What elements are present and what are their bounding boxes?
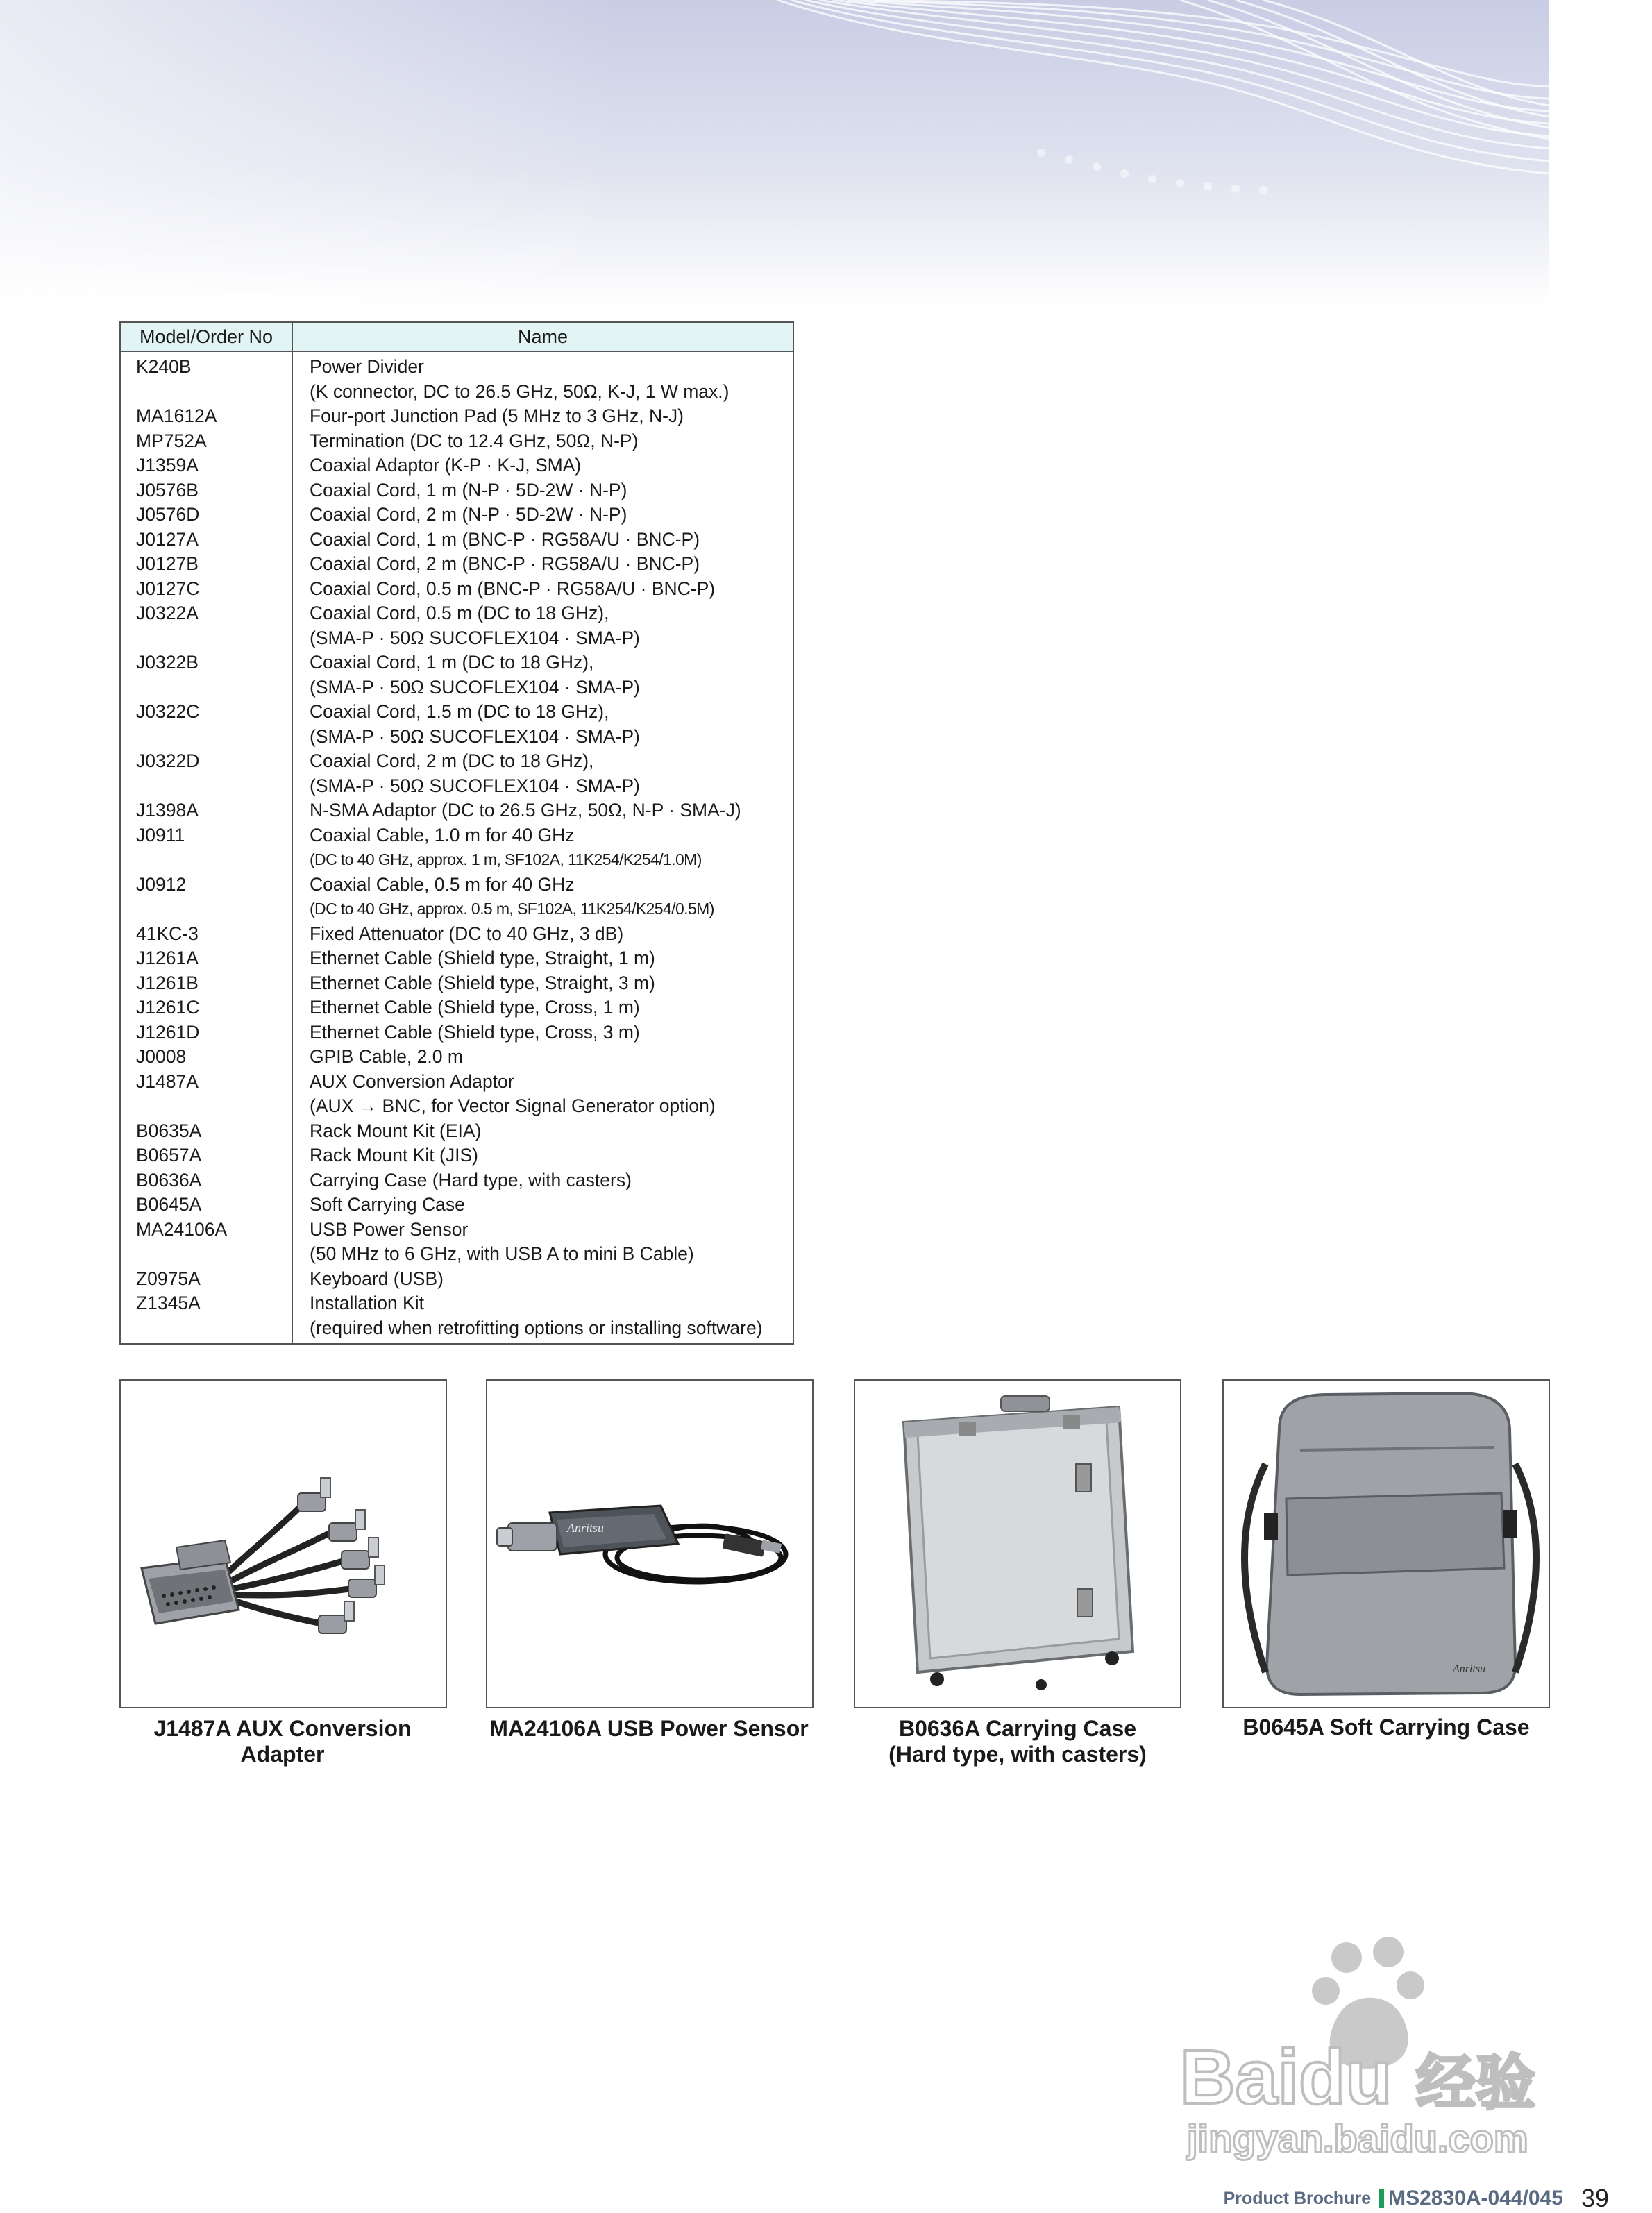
- model-cell: J0008: [120, 1045, 292, 1070]
- footer-label: Product Brochure: [1223, 2188, 1372, 2208]
- name-note: (DC to 40 GHz, approx. 1 m, SF102A, 11K254/K254/1.0M): [310, 850, 702, 868]
- watermark-url: jingyan.baidu.com: [1187, 2117, 1528, 2160]
- model-cell: J0322D: [120, 749, 292, 798]
- name-line: Coaxial Cord, 2 m (N-P · 5D-2W · N-P): [310, 504, 627, 525]
- name-line: N-SMA Adaptor (DC to 26.5 GHz, 50Ω, N-P · SMA-J): [310, 800, 741, 821]
- name-line: (K connector, DC to 26.5 GHz, 50Ω, K-J, 1 W max.): [310, 380, 730, 402]
- sensor-brand-label: Anritsu: [567, 1521, 605, 1535]
- table-row: [120, 1218, 793, 1267]
- table-row: [120, 873, 793, 922]
- photo-usb-power-sensor: [486, 1379, 814, 1708]
- model-cell: J0576D: [120, 503, 292, 528]
- table-row: [120, 1119, 793, 1144]
- name-line: (AUX → BNC, for Vector Signal Generator option): [310, 1095, 716, 1116]
- table-row: [120, 995, 793, 1020]
- model-cell: J0912: [120, 873, 292, 922]
- name-line: Coaxial Cord, 1 m (N-P · 5D-2W · N-P): [310, 479, 627, 500]
- photo-aux-conversion-adapter: [119, 1379, 447, 1708]
- model-cell: J0911: [120, 823, 292, 873]
- name-line: (SMA-P · 50Ω SUCOFLEX104 · SMA-P): [310, 627, 640, 648]
- table-row: [120, 429, 793, 454]
- photo-caption-usb-sensor: MA24106A USB Power Sensor: [489, 1716, 809, 1741]
- name-line: Installation Kit: [310, 1293, 424, 1313]
- table-row: [120, 351, 793, 404]
- model-cell: 41KC-3: [120, 922, 292, 947]
- table-row: [120, 601, 793, 650]
- photo-caption-soft-case: B0645A Soft Carrying Case: [1242, 1715, 1530, 1740]
- name-cell: [292, 798, 793, 823]
- name-line: Keyboard (USB): [310, 1268, 444, 1289]
- name-cell: [292, 577, 793, 602]
- name-cell: [292, 971, 793, 996]
- table-row: [120, 577, 793, 602]
- name-line: Coaxial Cable, 1.0 m for 40 GHz: [310, 824, 575, 845]
- table-row: [120, 946, 793, 971]
- header-banner: [0, 0, 1549, 305]
- footer-model: MS2830A-044/045: [1388, 2187, 1563, 2210]
- table-row: [120, 1168, 793, 1193]
- name-line: Ethernet Cable (Shield type, Straight, 3 m): [310, 972, 655, 993]
- name-line: Coaxial Adaptor (K-P · K-J, SMA): [310, 455, 582, 476]
- name-line: Ethernet Cable (Shield type, Straight, 1 m): [310, 948, 655, 968]
- name-line: Fixed Attenuator (DC to 40 GHz, 3 dB): [310, 923, 624, 944]
- name-cell: [292, 1168, 793, 1193]
- name-cell: [292, 453, 793, 478]
- name-line: Rack Mount Kit (JIS): [310, 1145, 478, 1166]
- model-cell: J0322B: [120, 650, 292, 700]
- name-cell: [292, 1119, 793, 1144]
- model-cell: J0322A: [120, 601, 292, 650]
- name-cell: [292, 601, 793, 650]
- name-line: Ethernet Cable (Shield type, Cross, 3 m): [310, 1021, 640, 1043]
- name-cell: [292, 528, 793, 553]
- table-row: [120, 1291, 793, 1344]
- page-number: 39: [1581, 2184, 1609, 2212]
- model-cell: J1261A: [120, 946, 292, 971]
- name-line: Termination (DC to 12.4 GHz, 50Ω, N-P): [310, 430, 639, 451]
- model-cell: Z0975A: [120, 1267, 292, 1292]
- model-cell: B0636A: [120, 1168, 292, 1193]
- table-row: [120, 922, 793, 947]
- table-row: [120, 1193, 793, 1218]
- model-cell: J1261C: [120, 995, 292, 1020]
- name-cell: [292, 873, 793, 922]
- photo-hard-carrying-case: [854, 1379, 1181, 1708]
- photo-caption-aux-adapter: J1487A AUX Conversion Adapter: [153, 1716, 412, 1767]
- name-line: GPIB Cable, 2.0 m: [310, 1046, 463, 1067]
- table-row: [120, 503, 793, 528]
- name-line: Power Divider: [310, 356, 424, 377]
- model-cell: MP752A: [120, 429, 292, 454]
- table-row: [120, 700, 793, 749]
- table-row: [120, 823, 793, 873]
- name-cell: [292, 1045, 793, 1070]
- watermark-brand: Baidu: [1180, 2035, 1392, 2120]
- model-cell: J1261B: [120, 971, 292, 996]
- model-column-header: Model/Order No: [120, 322, 292, 351]
- bag-brand-label: Anritsu: [1453, 1663, 1486, 1675]
- table-row: [120, 1020, 793, 1045]
- name-cell: [292, 429, 793, 454]
- table-row: [120, 552, 793, 577]
- name-cell: [292, 404, 793, 429]
- name-cell: [292, 700, 793, 749]
- name-cell: [292, 749, 793, 798]
- name-cell: [292, 1267, 793, 1292]
- table-row: [120, 1045, 793, 1070]
- name-cell: [292, 503, 793, 528]
- name-line: (50 MHz to 6 GHz, with USB A to mini B Cable): [310, 1243, 694, 1264]
- name-cell: [292, 1070, 793, 1119]
- name-line: Soft Carrying Case: [310, 1194, 465, 1215]
- table-row: [120, 1267, 793, 1292]
- name-cell: [292, 946, 793, 971]
- footer-separator: [1379, 2189, 1384, 2208]
- model-cell: J1359A: [120, 453, 292, 478]
- name-cell: [292, 922, 793, 947]
- table-row: [120, 749, 793, 798]
- model-cell: B0657A: [120, 1143, 292, 1168]
- name-line: (SMA-P · 50Ω SUCOFLEX104 · SMA-P): [310, 775, 640, 796]
- name-line: Coaxial Cord, 0.5 m (DC to 18 GHz),: [310, 603, 609, 623]
- name-cell: [292, 1291, 793, 1344]
- baidu-watermark: [1180, 1937, 1569, 2166]
- table-body: [120, 351, 793, 1344]
- table-row: [120, 528, 793, 553]
- photo-caption-hard-case: B0636A Carrying Case (Hard type, with casters): [888, 1716, 1147, 1767]
- name-cell: [292, 995, 793, 1020]
- name-cell: [292, 650, 793, 700]
- name-line: Ethernet Cable (Shield type, Cross, 1 m): [310, 997, 640, 1018]
- table-row: [120, 1070, 793, 1119]
- model-cell: J0127C: [120, 577, 292, 602]
- name-note: (DC to 40 GHz, approx. 0.5 m, SF102A, 11K254/K254/0.5M): [310, 900, 714, 918]
- table-row: [120, 798, 793, 823]
- table-row: [120, 650, 793, 700]
- accessory-table: [119, 321, 794, 1345]
- name-line: Coaxial Cord, 0.5 m (BNC-P · RG58A/U · BNC-P): [310, 578, 716, 599]
- name-line: (SMA-P · 50Ω SUCOFLEX104 · SMA-P): [310, 725, 640, 747]
- table-row: [120, 404, 793, 429]
- name-cell: [292, 1020, 793, 1045]
- model-cell: J0322C: [120, 700, 292, 749]
- table-row: [120, 1143, 793, 1168]
- model-cell: MA24106A: [120, 1218, 292, 1267]
- watermark-brand-cn: 经验: [1416, 2048, 1535, 2118]
- name-line: Coaxial Cord, 2 m (DC to 18 GHz),: [310, 750, 594, 771]
- model-cell: K240B: [120, 351, 292, 404]
- name-cell: [292, 1218, 793, 1267]
- name-cell: [292, 552, 793, 577]
- name-line: Coaxial Cord, 1 m (DC to 18 GHz),: [310, 652, 594, 673]
- model-cell: Z1345A: [120, 1291, 292, 1344]
- name-line: Rack Mount Kit (EIA): [310, 1120, 482, 1141]
- name-line: Coaxial Cord, 1.5 m (DC to 18 GHz),: [310, 701, 609, 722]
- model-cell: J0576B: [120, 478, 292, 503]
- name-cell: [292, 1143, 793, 1168]
- name-cell: [292, 823, 793, 873]
- table-header-row: [120, 322, 793, 351]
- model-cell: J1487A: [120, 1070, 292, 1119]
- table-row: [120, 971, 793, 996]
- name-column-header: Name: [292, 322, 793, 351]
- table-row: [120, 453, 793, 478]
- model-cell: B0635A: [120, 1119, 292, 1144]
- table-row: [120, 478, 793, 503]
- name-cell: [292, 1193, 793, 1218]
- page-footer: [1224, 2184, 1609, 2213]
- photo-soft-carrying-case: [1222, 1379, 1550, 1708]
- name-line: AUX Conversion Adaptor: [310, 1070, 514, 1092]
- name-line: (required when retrofitting options or installing software): [310, 1317, 763, 1338]
- name-cell: [292, 351, 793, 404]
- name-line: Coaxial Cable, 0.5 m for 40 GHz: [310, 873, 575, 895]
- name-line: (SMA-P · 50Ω SUCOFLEX104 · SMA-P): [310, 676, 640, 698]
- model-cell: J1261D: [120, 1020, 292, 1045]
- name-cell: [292, 478, 793, 503]
- model-cell: B0645A: [120, 1193, 292, 1218]
- name-line: USB Power Sensor: [310, 1218, 469, 1240]
- name-line: Coaxial Cord, 2 m (BNC-P · RG58A/U · BNC-P): [310, 553, 700, 574]
- name-line: Carrying Case (Hard type, with casters): [310, 1169, 632, 1190]
- name-line: Coaxial Cord, 1 m (BNC-P · RG58A/U · BNC-P): [310, 528, 700, 550]
- model-cell: J1398A: [120, 798, 292, 823]
- model-cell: J0127B: [120, 552, 292, 577]
- name-line: Four-port Junction Pad (5 MHz to 3 GHz, N-J): [310, 405, 684, 426]
- model-cell: MA1612A: [120, 404, 292, 429]
- model-cell: J0127A: [120, 528, 292, 553]
